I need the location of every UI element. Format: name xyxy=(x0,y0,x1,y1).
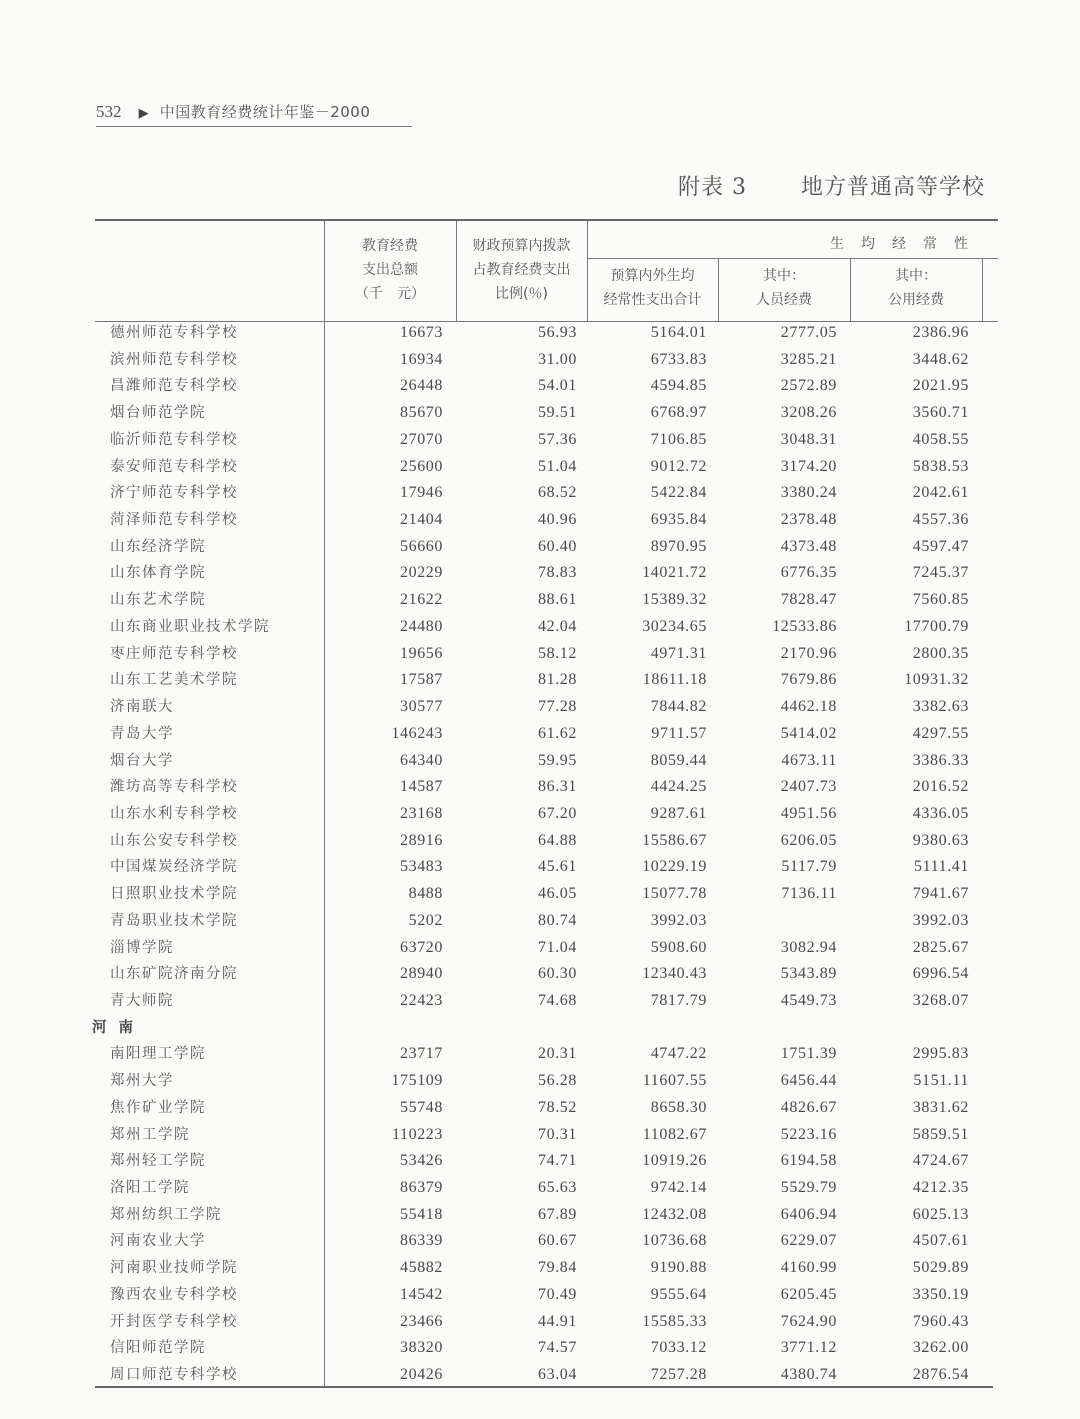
per-student-recurrent: 5164.01 xyxy=(650,324,707,341)
public-expense: 2876.54 xyxy=(912,1366,969,1384)
per-student-recurrent: 8970.95 xyxy=(650,537,707,555)
personnel-expense: 4373.48 xyxy=(780,537,837,555)
school-name: 郑州纺织工学院 xyxy=(110,1206,222,1223)
school-name: 中国煤炭经济学院 xyxy=(110,859,238,876)
budget-ratio: 31.00 xyxy=(538,350,577,368)
budget-ratio: 60.67 xyxy=(538,1232,577,1250)
public-expense: 7941.67 xyxy=(912,885,969,903)
personnel-expense: 6229.07 xyxy=(780,1232,837,1250)
personnel-expense: 6456.44 xyxy=(780,1072,837,1090)
budget-ratio: 59.51 xyxy=(538,404,577,422)
public-expense: 4058.55 xyxy=(912,430,969,448)
per-student-recurrent: 15389.32 xyxy=(642,591,707,609)
public-expense: 10931.32 xyxy=(904,671,969,689)
table-row xyxy=(0,1095,1080,1121)
personnel-expense: 4826.67 xyxy=(780,1098,837,1116)
school-name: 山东矿院济南分院 xyxy=(110,966,238,983)
running-head xyxy=(96,100,412,127)
public-expense: 2016.52 xyxy=(912,778,969,796)
personnel-expense: 7136.11 xyxy=(781,885,837,903)
table-row xyxy=(0,1335,1080,1361)
personnel-expense: 2378.48 xyxy=(780,511,837,529)
per-student-recurrent: 15586.67 xyxy=(642,831,707,849)
per-student-recurrent: 7033.12 xyxy=(650,1339,707,1357)
public-expense: 5029.89 xyxy=(912,1259,969,1277)
table-number: 附表 3 xyxy=(678,175,747,200)
table-row xyxy=(0,1122,1080,1148)
personnel-expense: 3380.24 xyxy=(780,484,837,502)
per-student-recurrent: 9012.72 xyxy=(650,457,707,475)
personnel-expense: 5117.79 xyxy=(781,858,837,876)
total-expenditure: 20229 xyxy=(400,564,443,582)
school-name: 青大师院 xyxy=(110,993,174,1009)
per-student-recurrent: 9711.57 xyxy=(651,724,707,742)
total-expenditure: 17587 xyxy=(400,671,443,689)
budget-ratio: 74.68 xyxy=(538,992,577,1009)
school-name: 济宁师范专科学校 xyxy=(110,485,238,502)
per-student-recurrent: 6733.83 xyxy=(650,350,707,368)
school-name: 临沂师范专科学校 xyxy=(110,431,238,448)
total-expenditure: 64340 xyxy=(400,751,443,769)
budget-ratio: 64.88 xyxy=(538,831,577,849)
total-expenditure: 38320 xyxy=(400,1339,443,1357)
table-row xyxy=(0,1255,1080,1281)
budget-ratio: 42.04 xyxy=(538,617,577,635)
per-student-recurrent: 10919.26 xyxy=(642,1152,707,1170)
personnel-expense: 6406.94 xyxy=(780,1205,837,1223)
school-name: 枣庄师范专科学校 xyxy=(110,645,238,662)
per-student-recurrent: 7817.79 xyxy=(650,992,707,1009)
table-row xyxy=(0,935,1080,961)
per-student-recurrent: 7106.85 xyxy=(650,430,707,448)
budget-ratio: 74.71 xyxy=(538,1152,577,1170)
budget-ratio: 79.84 xyxy=(538,1259,577,1277)
per-student-recurrent: 4971.31 xyxy=(650,644,707,662)
personnel-expense: 5414.02 xyxy=(780,724,837,742)
table-row xyxy=(0,454,1080,480)
personnel-expense: 7679.86 xyxy=(780,671,837,689)
total-expenditure: 20426 xyxy=(400,1366,443,1384)
personnel-expense: 2777.05 xyxy=(780,324,837,341)
triangle-right-icon: ▶ xyxy=(138,106,149,121)
budget-ratio: 71.04 xyxy=(538,938,577,956)
school-name: 青岛大学 xyxy=(110,725,174,742)
budget-ratio: 56.93 xyxy=(538,324,577,341)
table-row xyxy=(0,1148,1080,1174)
school-name: 山东艺术学院 xyxy=(110,592,206,609)
per-student-recurrent: 8059.44 xyxy=(650,751,707,769)
total-expenditure: 8488 xyxy=(408,885,443,903)
personnel-expense: 6205.45 xyxy=(780,1285,837,1303)
budget-ratio: 70.49 xyxy=(538,1285,577,1303)
budget-ratio: 67.89 xyxy=(538,1205,577,1223)
per-student-recurrent: 9742.14 xyxy=(650,1179,707,1197)
budget-ratio: 74.57 xyxy=(538,1339,577,1357)
group-header-rule xyxy=(587,258,998,259)
public-expense: 3262.00 xyxy=(912,1339,969,1357)
total-expenditure: 175109 xyxy=(391,1072,443,1090)
personnel-expense: 1751.39 xyxy=(780,1045,837,1063)
public-expense: 3268.07 xyxy=(912,992,969,1009)
public-expense: 3350.19 xyxy=(912,1285,969,1303)
budget-ratio: 60.40 xyxy=(538,537,577,555)
school-name: 青岛职业技术学院 xyxy=(110,912,238,929)
table-caption xyxy=(678,170,985,201)
budget-ratio: 57.36 xyxy=(538,430,577,448)
total-expenditure: 27070 xyxy=(400,430,443,448)
per-student-recurrent: 9555.64 xyxy=(650,1285,707,1303)
per-student-recurrent: 4424.25 xyxy=(650,778,707,796)
budget-ratio: 20.31 xyxy=(538,1045,577,1063)
column-divider xyxy=(982,259,983,321)
table-row xyxy=(0,828,1080,854)
per-student-recurrent: 7844.82 xyxy=(650,698,707,716)
personnel-expense: 5223.16 xyxy=(780,1125,837,1143)
personnel-expense: 5343.89 xyxy=(780,965,837,983)
total-expenditure: 14542 xyxy=(400,1285,443,1303)
personnel-expense: 3082.94 xyxy=(780,938,837,956)
total-expenditure: 56660 xyxy=(400,537,443,555)
budget-ratio: 77.28 xyxy=(538,698,577,716)
total-expenditure: 55748 xyxy=(400,1098,443,1116)
per-student-recurrent: 6768.97 xyxy=(650,404,707,422)
budget-ratio: 61.62 xyxy=(538,724,577,742)
total-expenditure: 63720 xyxy=(400,938,443,956)
table-row xyxy=(0,614,1080,640)
school-name: 山东水利专科学校 xyxy=(110,805,238,822)
table-row xyxy=(0,801,1080,827)
per-student-recurrent: 9287.61 xyxy=(650,804,707,822)
personnel-expense: 4673.11 xyxy=(781,751,837,769)
public-expense: 17700.79 xyxy=(904,617,969,635)
school-name: 郑州工学院 xyxy=(110,1126,190,1143)
total-expenditure: 55418 xyxy=(400,1205,443,1223)
per-student-recurrent: 5422.84 xyxy=(650,484,707,502)
budget-ratio: 46.05 xyxy=(538,885,577,903)
school-name: 山东商业职业技术学院 xyxy=(110,618,270,635)
school-name: 山东公安专科学校 xyxy=(110,832,238,849)
budget-ratio: 40.96 xyxy=(538,511,577,529)
total-expenditure: 19656 xyxy=(400,644,443,662)
table-row xyxy=(0,1282,1080,1308)
table-row xyxy=(0,988,1080,1014)
table-row xyxy=(0,320,1080,346)
school-name: 泰安师范专科学校 xyxy=(110,458,238,475)
table-row xyxy=(0,427,1080,453)
public-expense: 3448.62 xyxy=(912,350,969,368)
per-student-recurrent: 4747.22 xyxy=(650,1045,707,1063)
personnel-expense: 3771.12 xyxy=(780,1339,837,1357)
personnel-expense: 2572.89 xyxy=(780,377,837,395)
public-expense: 2386.96 xyxy=(912,324,969,341)
table-row xyxy=(0,1175,1080,1201)
public-expense: 3382.63 xyxy=(912,698,969,716)
public-expense: 9380.63 xyxy=(912,831,969,849)
school-name: 山东经济学院 xyxy=(110,538,206,555)
per-student-recurrent: 12340.43 xyxy=(642,965,707,983)
table-row xyxy=(0,641,1080,667)
total-expenditure: 14587 xyxy=(400,778,443,796)
header-per-student-total: 预算内外生均 经常性支出合计 xyxy=(603,268,702,308)
total-expenditure: 23168 xyxy=(400,804,443,822)
school-name: 豫西农业专科学校 xyxy=(110,1286,238,1303)
budget-ratio: 63.04 xyxy=(538,1366,577,1384)
total-expenditure: 23466 xyxy=(400,1312,443,1330)
personnel-expense: 3208.26 xyxy=(780,404,837,422)
table-row xyxy=(0,373,1080,399)
budget-ratio: 45.61 xyxy=(538,858,577,876)
budget-ratio: 51.04 xyxy=(538,457,577,475)
per-student-recurrent: 18611.18 xyxy=(642,671,707,689)
total-expenditure: 25600 xyxy=(400,457,443,475)
public-expense: 2995.83 xyxy=(912,1045,969,1063)
province-header-row xyxy=(0,1015,1080,1041)
table-row xyxy=(0,480,1080,506)
budget-ratio: 67.20 xyxy=(538,804,577,822)
school-name: 山东体育学院 xyxy=(110,565,206,582)
public-expense: 2021.95 xyxy=(912,377,969,395)
school-name: 滨州师范专科学校 xyxy=(110,351,238,368)
table-row xyxy=(0,854,1080,880)
total-expenditure: 22423 xyxy=(400,992,443,1009)
personnel-expense: 4549.73 xyxy=(780,992,837,1009)
personnel-expense: 3285.21 xyxy=(780,350,837,368)
table-row xyxy=(0,721,1080,747)
public-expense: 2042.61 xyxy=(912,484,969,502)
table-row xyxy=(0,748,1080,774)
public-expense: 3831.62 xyxy=(912,1098,969,1116)
personnel-expense: 5529.79 xyxy=(780,1179,837,1197)
school-name: 河南职业技师学院 xyxy=(110,1260,238,1277)
table-row xyxy=(0,560,1080,586)
school-name: 洛阳工学院 xyxy=(110,1180,190,1197)
personnel-expense: 2170.96 xyxy=(780,644,837,662)
table-row xyxy=(0,961,1080,987)
public-expense: 2800.35 xyxy=(912,644,969,662)
budget-ratio: 60.30 xyxy=(538,965,577,983)
per-student-recurrent: 9190.88 xyxy=(650,1259,707,1277)
budget-ratio: 58.12 xyxy=(538,644,577,662)
public-expense: 4724.67 xyxy=(912,1152,969,1170)
school-name: 德州师范专科学校 xyxy=(110,325,238,341)
public-expense: 4557.36 xyxy=(912,511,969,529)
personnel-expense: 7624.90 xyxy=(780,1312,837,1330)
school-name: 日照职业技术学院 xyxy=(110,886,238,903)
total-expenditure: 21404 xyxy=(400,511,443,529)
per-student-recurrent: 8658.30 xyxy=(650,1098,707,1116)
personnel-expense: 12533.86 xyxy=(772,617,837,635)
personnel-expense: 4160.99 xyxy=(780,1259,837,1277)
per-student-recurrent: 7257.28 xyxy=(650,1366,707,1384)
per-student-recurrent: 5908.60 xyxy=(650,938,707,956)
per-student-recurrent: 4594.85 xyxy=(650,377,707,395)
budget-ratio: 81.28 xyxy=(538,671,577,689)
public-expense: 6996.54 xyxy=(912,965,969,983)
table-row xyxy=(0,1309,1080,1335)
header-personnel: 其中： 人员经费 xyxy=(756,268,812,308)
book-title: 中国教育经费统计年鉴－2000 xyxy=(159,103,371,121)
personnel-expense: 3048.31 xyxy=(780,430,837,448)
per-student-recurrent: 14021.72 xyxy=(642,564,707,582)
per-student-recurrent: 15585.33 xyxy=(642,1312,707,1330)
personnel-expense: 6206.05 xyxy=(780,831,837,849)
budget-ratio: 65.63 xyxy=(538,1179,577,1197)
table-row xyxy=(0,667,1080,693)
personnel-expense: 4380.74 xyxy=(780,1366,837,1384)
table-row xyxy=(0,1362,1080,1388)
per-student-recurrent: 15077.78 xyxy=(642,885,707,903)
per-student-recurrent: 3992.03 xyxy=(650,911,707,929)
header-public: 其中： 公用经费 xyxy=(888,268,944,308)
header-group-per-student-recurrent: 生均经常性 xyxy=(830,236,985,252)
table-row xyxy=(0,1068,1080,1094)
personnel-expense: 4462.18 xyxy=(780,698,837,716)
total-expenditure: 85670 xyxy=(400,404,443,422)
total-expenditure: 86379 xyxy=(400,1179,443,1197)
personnel-expense: 6194.58 xyxy=(780,1152,837,1170)
total-expenditure: 17946 xyxy=(400,484,443,502)
per-student-recurrent: 11082.67 xyxy=(642,1125,707,1143)
per-student-recurrent: 12432.08 xyxy=(642,1205,707,1223)
school-name: 河南 xyxy=(92,1019,145,1036)
public-expense: 5151.11 xyxy=(913,1072,969,1090)
budget-ratio: 78.83 xyxy=(538,564,577,582)
total-expenditure: 45882 xyxy=(400,1259,443,1277)
budget-ratio: 68.52 xyxy=(538,484,577,502)
school-name: 潍坊高等专科学校 xyxy=(110,779,238,796)
public-expense: 4507.61 xyxy=(912,1232,969,1250)
table-row xyxy=(0,774,1080,800)
public-expense: 2825.67 xyxy=(912,938,969,956)
school-name: 烟台大学 xyxy=(110,752,174,769)
table-row xyxy=(0,347,1080,373)
total-expenditure: 110223 xyxy=(391,1125,443,1143)
table-title: 地方普通高等学校 xyxy=(801,175,986,200)
budget-ratio: 44.91 xyxy=(538,1312,577,1330)
school-name: 河南农业大学 xyxy=(110,1233,206,1250)
school-name: 焦作矿业学院 xyxy=(110,1099,206,1116)
total-expenditure: 24480 xyxy=(400,617,443,635)
per-student-recurrent: 6935.84 xyxy=(650,511,707,529)
school-name: 郑州大学 xyxy=(110,1073,174,1090)
per-student-recurrent: 10736.68 xyxy=(642,1232,707,1250)
table-row xyxy=(0,400,1080,426)
table-row xyxy=(0,881,1080,907)
personnel-expense: 4951.56 xyxy=(780,804,837,822)
per-student-recurrent: 30234.65 xyxy=(642,617,707,635)
budget-ratio: 56.28 xyxy=(538,1072,577,1090)
total-expenditure: 28916 xyxy=(400,831,443,849)
public-expense: 4597.47 xyxy=(912,537,969,555)
public-expense: 7560.85 xyxy=(912,591,969,609)
table-row xyxy=(0,1228,1080,1254)
school-name: 济南联大 xyxy=(110,699,174,716)
total-expenditure: 28940 xyxy=(400,965,443,983)
public-expense: 3992.03 xyxy=(912,911,969,929)
school-name: 烟台师范学院 xyxy=(110,405,206,422)
budget-ratio: 54.01 xyxy=(538,377,577,395)
table-row xyxy=(0,1041,1080,1067)
budget-ratio: 88.61 xyxy=(538,591,577,609)
table-row xyxy=(0,534,1080,560)
public-expense: 3386.33 xyxy=(912,751,969,769)
total-expenditure: 86339 xyxy=(400,1232,443,1250)
table-row xyxy=(0,694,1080,720)
public-expense: 5111.41 xyxy=(913,858,969,876)
public-expense: 6025.13 xyxy=(912,1205,969,1223)
school-name: 南阳理工学院 xyxy=(110,1046,206,1063)
table-row xyxy=(0,1202,1080,1228)
personnel-expense: 2407.73 xyxy=(780,778,837,796)
total-expenditure: 26448 xyxy=(400,377,443,395)
total-expenditure: 16934 xyxy=(400,350,443,368)
public-expense: 3560.71 xyxy=(912,404,969,422)
public-expense: 7960.43 xyxy=(912,1312,969,1330)
table-row xyxy=(0,908,1080,934)
page-number: 532 xyxy=(96,102,122,121)
total-expenditure: 146243 xyxy=(391,724,443,742)
school-name: 信阳师范学院 xyxy=(110,1340,206,1357)
school-name: 昌潍师范专科学校 xyxy=(110,378,238,395)
total-expenditure: 16673 xyxy=(400,324,443,341)
table-row xyxy=(0,587,1080,613)
school-name: 郑州轻工学院 xyxy=(110,1153,206,1170)
school-name: 周口师范专科学校 xyxy=(110,1367,238,1384)
school-name: 山东工艺美术学院 xyxy=(110,672,238,689)
total-expenditure: 30577 xyxy=(400,698,443,716)
budget-ratio: 80.74 xyxy=(538,911,577,929)
total-expenditure: 23717 xyxy=(400,1045,443,1063)
public-expense: 7245.37 xyxy=(912,564,969,582)
budget-ratio: 70.31 xyxy=(538,1125,577,1143)
budget-ratio: 78.52 xyxy=(538,1098,577,1116)
total-expenditure: 5202 xyxy=(408,911,443,929)
total-expenditure: 53426 xyxy=(400,1152,443,1170)
personnel-expense: 3174.20 xyxy=(780,457,837,475)
budget-ratio: 59.95 xyxy=(538,751,577,769)
public-expense: 4336.05 xyxy=(912,804,969,822)
per-student-recurrent: 10229.19 xyxy=(642,858,707,876)
per-student-recurrent: 11607.55 xyxy=(642,1072,707,1090)
personnel-expense: 6776.35 xyxy=(780,564,837,582)
total-expenditure: 21622 xyxy=(400,591,443,609)
table-top-rule xyxy=(95,219,998,221)
school-name: 菏泽师范专科学校 xyxy=(110,512,238,529)
public-expense: 5838.53 xyxy=(912,457,969,475)
public-expense: 4297.55 xyxy=(912,724,969,742)
public-expense: 5859.51 xyxy=(912,1125,969,1143)
personnel-expense: 7828.47 xyxy=(780,591,837,609)
school-name: 开封医学专科学校 xyxy=(110,1313,238,1330)
school-name: 淄博学院 xyxy=(110,939,174,956)
public-expense: 4212.35 xyxy=(912,1179,969,1197)
header-total-expenditure: 教育经费 支出总额 （千 元） xyxy=(355,238,425,302)
budget-ratio: 86.31 xyxy=(538,778,577,796)
total-expenditure: 53483 xyxy=(400,858,443,876)
header-budget-ratio: 财政预算内拨款 占教育经费支出 比例(％) xyxy=(472,238,571,302)
table-row xyxy=(0,507,1080,533)
